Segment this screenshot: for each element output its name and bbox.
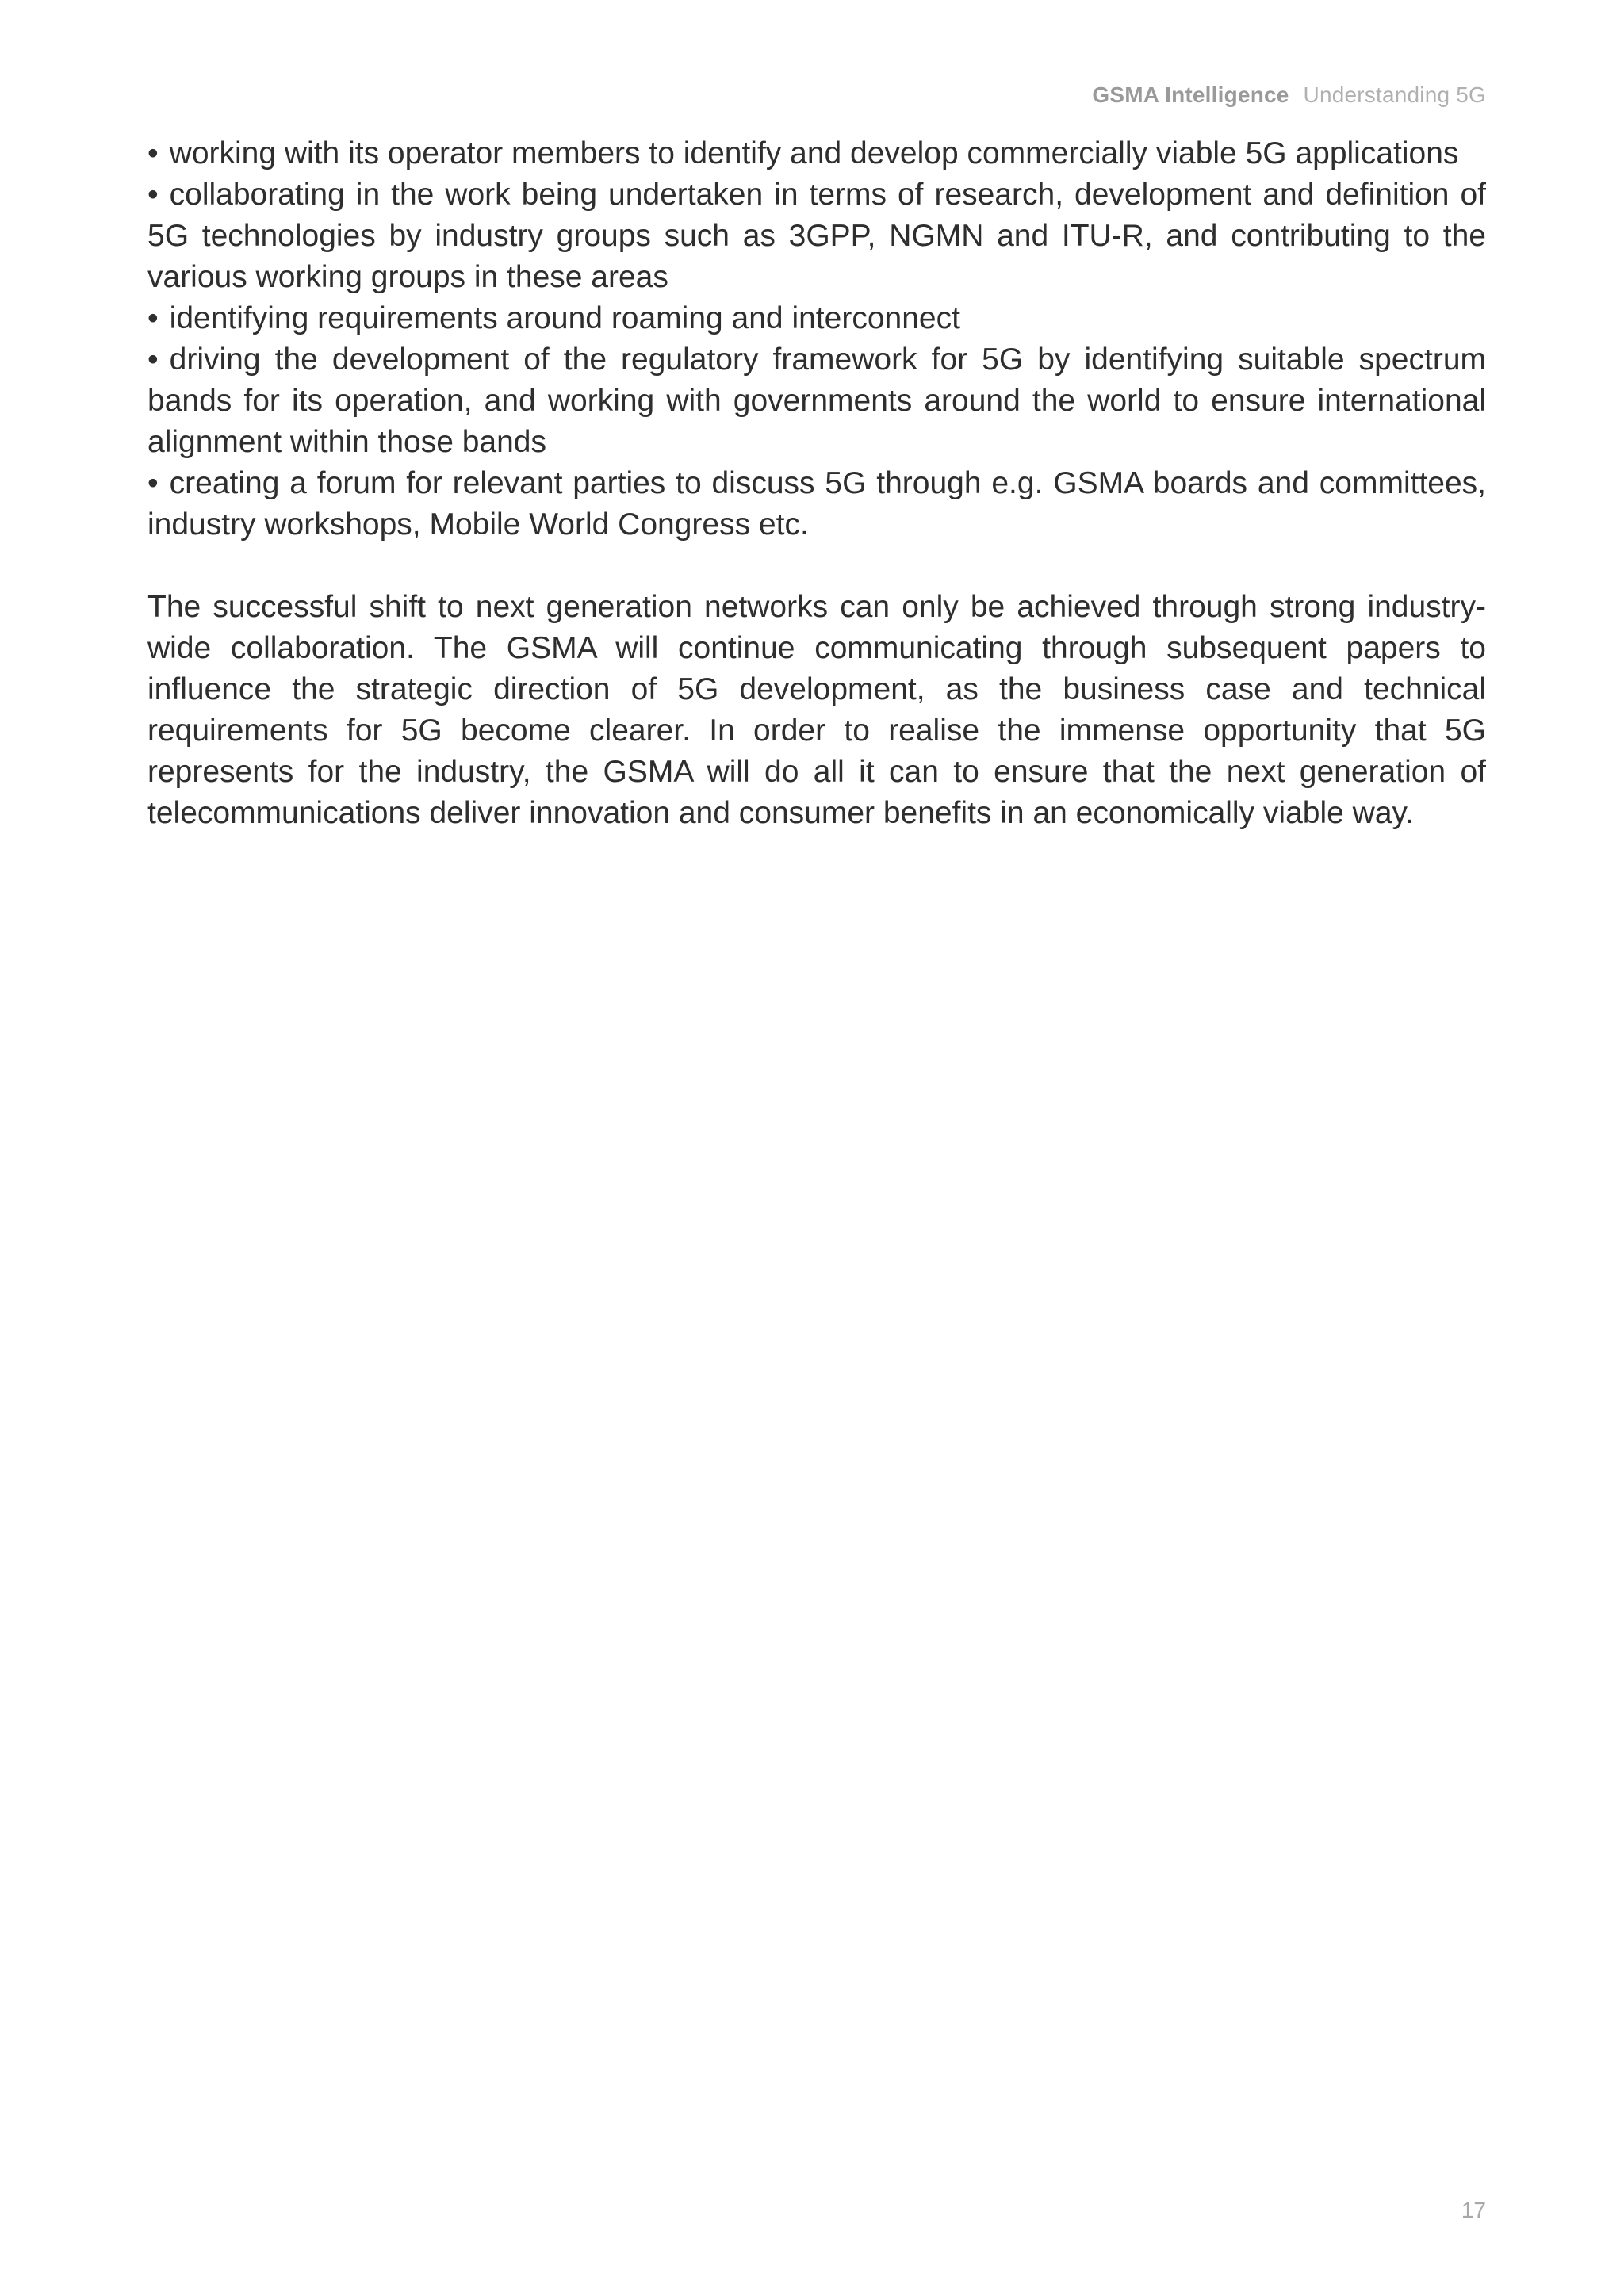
- page-body: [147, 133, 1486, 834]
- bullet-marker: •: [147, 136, 159, 170]
- bullet-marker: •: [147, 301, 159, 335]
- bullet-item: [147, 463, 1486, 545]
- bullet-text: identifying requirements around roaming and interconnect: [169, 301, 960, 335]
- bullet-text: working with its operator members to identify and develop commercially viable 5G applications: [169, 136, 1459, 170]
- page-number: 17: [1461, 2198, 1486, 2222]
- running-header: [1092, 82, 1486, 108]
- bullet-item: [147, 174, 1486, 298]
- bullet-text: collaborating in the work being undertaken in terms of research, development and definition of 5G technologies by industry groups such as 3GPP, NGMN and ITU-R, and contributing to the various working groups in these areas: [147, 178, 1486, 294]
- header-brand: GSMA Intelligence: [1092, 82, 1289, 107]
- bullet-text: creating a forum for relevant parties to discuss 5G through e.g. GSMA boards and committees, industry workshops, Mobile World Congress etc.: [147, 466, 1486, 541]
- bullet-marker: •: [147, 466, 159, 500]
- bullet-item: [147, 133, 1486, 174]
- bullet-item: [147, 298, 1486, 339]
- header-document-title: Understanding 5G: [1303, 82, 1486, 107]
- bullet-text: driving the development of the regulatory framework for 5G by identifying suitable spectrum bands for its operation, and working with governments around the world to ensure international alignment within those bands: [147, 342, 1486, 459]
- bullet-item: [147, 339, 1486, 463]
- bullet-marker: •: [147, 342, 159, 377]
- bullet-marker: •: [147, 178, 159, 212]
- body-paragraph: The successful shift to next generation networks can only be achieved through strong industry-wide collaboration. The GSMA will continue communicating through subsequent papers to influence the strategic direction of 5G development, as the business case and technical requirements for 5G become clearer. In order to realise the immense opportunity that 5G represents for the industry, the GSMA will do all it can to ensure that the next generation of telecommunications deliver innovation and consumer benefits in an economically viable way.: [147, 590, 1486, 830]
- bullet-list: [147, 133, 1486, 545]
